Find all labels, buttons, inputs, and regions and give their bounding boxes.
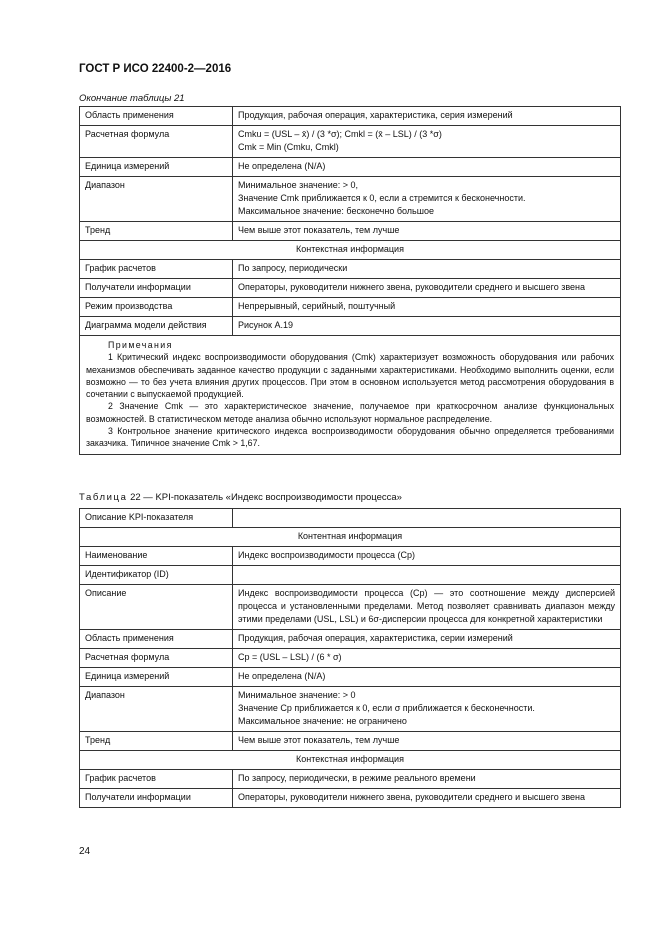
row-value: Индекс воспроизводимости процесса (Cp) — это соотношение между дисперсией процесса и установленными пределами. Метод позволяет сравнивать диапазон между этими пределами (USL, LSL) и 6σ-дисперсии процесса для конкретной характеристики bbox=[233, 585, 621, 630]
row-key: Тренд bbox=[80, 222, 233, 241]
row-key: Тренд bbox=[80, 732, 233, 751]
row-key: Область применения bbox=[80, 107, 233, 126]
row-value: Не определена (N/A) bbox=[233, 158, 621, 177]
table-row bbox=[80, 770, 621, 789]
table-row bbox=[80, 789, 621, 808]
table-row bbox=[80, 630, 621, 649]
row-key: График расчетов bbox=[80, 770, 233, 789]
table-22 bbox=[79, 508, 621, 808]
document-header: ГОСТ Р ИСО 22400-2—2016 bbox=[79, 63, 232, 75]
row-value: Индекс воспроизводимости процесса (Cp) bbox=[233, 547, 621, 566]
note-1: 1 Критический индекс воспроизводимости оборудования (Cmk) характеризует возможность оборудования или рабочих механизмов обеспечивать заданное качество продукции с заданными характеристиками. Необходимо выполнить оценки, если возможно — то без учета влияния других процессов. При этом в основном используется метод рассмотрения оборудования в сочетании с выпускаемой продукцией. bbox=[86, 352, 614, 400]
table-row bbox=[80, 317, 621, 336]
row-value: Рисунок А.19 bbox=[233, 317, 621, 336]
table-21 bbox=[79, 106, 621, 455]
table-22-caption bbox=[79, 492, 402, 503]
row-key: Единица измерений bbox=[80, 668, 233, 687]
row-key: Идентификатор (ID) bbox=[80, 566, 233, 585]
section-row bbox=[80, 241, 621, 260]
table-row bbox=[80, 298, 621, 317]
formula-cell bbox=[233, 126, 621, 158]
row-key: Расчетная формула bbox=[80, 649, 233, 668]
range-line: Значение Cp приближается к 0, если σ приближается к бесконечности. bbox=[238, 703, 535, 713]
section-row bbox=[80, 528, 621, 547]
table-row bbox=[80, 260, 621, 279]
row-value: Продукция, рабочая операция, характеристика, серия измерений bbox=[233, 107, 621, 126]
row-value: Cp = (USL – LSL) / (6 * σ) bbox=[233, 649, 621, 668]
table-row bbox=[80, 649, 621, 668]
note-3: 3 Контрольное значение критического индекса воспроизводимости оборудования обычно определяется требованиями заказчика. Типичное значение Cmk > 1,67. bbox=[86, 426, 614, 449]
row-key: Режим производства bbox=[80, 298, 233, 317]
table-row bbox=[80, 279, 621, 298]
table-row bbox=[80, 158, 621, 177]
row-value: Не определена (N/A) bbox=[233, 668, 621, 687]
row-value: Чем выше этот показатель, тем лучше bbox=[233, 732, 621, 751]
table-row bbox=[80, 126, 621, 158]
row-key: Диаграмма модели действия bbox=[80, 317, 233, 336]
notes-title: Примечания bbox=[108, 340, 173, 350]
range-line: Максимальное значение: бесконечно большое bbox=[238, 206, 434, 216]
section-heading: Контекстная информация bbox=[80, 751, 621, 770]
row-key: Область применения bbox=[80, 630, 233, 649]
note-2: 2 Значение Cmk — это характеристическое значение, получаемое при краткосрочном анализе функциональных возможностей. В статистическом методе анализа обычно используют нормальное распределение. bbox=[86, 401, 614, 424]
range-cell bbox=[233, 177, 621, 222]
range-line: Минимальное значение: > 0 bbox=[238, 690, 356, 700]
section-row bbox=[80, 751, 621, 770]
formula-line: Cmku = (USL – x̄) / (3 *σ); Cmkl = (x̄ – LSL) / (3 *σ) bbox=[238, 129, 442, 139]
table-row bbox=[80, 177, 621, 222]
table-21-continuation-caption: Окончание таблицы 21 bbox=[79, 93, 185, 104]
row-key: Получатели информации bbox=[80, 279, 233, 298]
range-line: Максимальное значение: не ограничено bbox=[238, 716, 407, 726]
row-key: Описание KPI-показателя bbox=[80, 509, 233, 528]
row-value: Операторы, руководители нижнего звена, руководители среднего и высшего звена bbox=[233, 789, 621, 808]
table-row bbox=[80, 547, 621, 566]
row-value: Продукция, рабочая операция, характеристика, серии измерений bbox=[233, 630, 621, 649]
table-row bbox=[80, 732, 621, 751]
row-key: Диапазон bbox=[80, 687, 233, 732]
row-value: По запросу, периодически, в режиме реального времени bbox=[233, 770, 621, 789]
row-value: По запросу, периодически bbox=[233, 260, 621, 279]
section-heading: Контекстная информация bbox=[80, 241, 621, 260]
formula-line: Cmk = Min (Cmku, Cmkl) bbox=[238, 142, 339, 152]
row-value: Чем выше этот показатель, тем лучше bbox=[233, 222, 621, 241]
section-heading: Контентная информация bbox=[80, 528, 621, 547]
notes-row bbox=[80, 336, 621, 455]
range-line: Минимальное значение: > 0, bbox=[238, 180, 359, 190]
row-key: Наименование bbox=[80, 547, 233, 566]
table-row bbox=[80, 222, 621, 241]
notes-cell bbox=[80, 336, 621, 455]
caption-text: 22 — KPI-показатель «Индекс воспроизводимости процесса» bbox=[130, 492, 402, 503]
row-key: Получатели информации bbox=[80, 789, 233, 808]
table-row bbox=[80, 107, 621, 126]
row-value-empty bbox=[233, 566, 621, 585]
range-line: Значение Cmk приближается к 0, если a стремится к бесконечности. bbox=[238, 193, 526, 203]
table-row bbox=[80, 687, 621, 732]
caption-label: Таблица bbox=[79, 492, 128, 503]
table-row bbox=[80, 566, 621, 585]
row-key: Расчетная формула bbox=[80, 126, 233, 158]
page-number: 24 bbox=[79, 846, 91, 857]
row-key: Описание bbox=[80, 585, 233, 630]
row-value: Непрерывный, серийный, поштучный bbox=[233, 298, 621, 317]
row-value-empty bbox=[233, 509, 621, 528]
table-row bbox=[80, 509, 621, 528]
row-key: Единица измерений bbox=[80, 158, 233, 177]
table-row bbox=[80, 585, 621, 630]
row-key: График расчетов bbox=[80, 260, 233, 279]
table-row bbox=[80, 668, 621, 687]
range-cell bbox=[233, 687, 621, 732]
row-key: Диапазон bbox=[80, 177, 233, 222]
row-value: Операторы, руководители нижнего звена, руководители среднего и высшего звена bbox=[233, 279, 621, 298]
